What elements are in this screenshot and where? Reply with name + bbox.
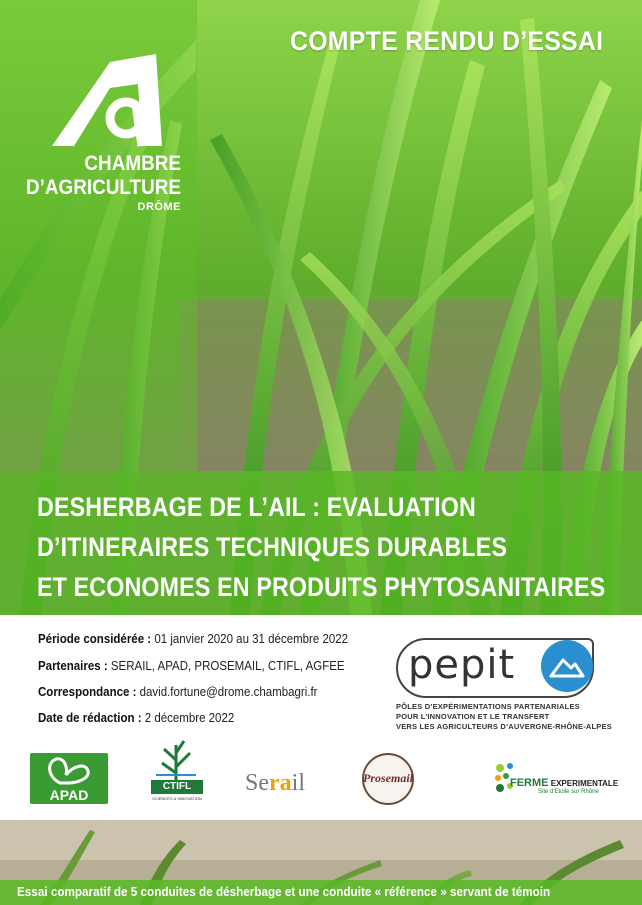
- serail-logo-suffix: il: [291, 770, 305, 796]
- org-name-line2: D’AGRICULTURE: [25, 176, 182, 199]
- document-title-line1: DESHERBAGE DE L’AIL : EVALUATION: [37, 492, 476, 522]
- period-value: 01 janvier 2020 au 31 décembre 2022: [154, 632, 349, 646]
- serail-logo-prefix: Se: [245, 770, 269, 796]
- document-title-line2: D’ITINERAIRES TECHNIQUES DURABLES: [37, 532, 508, 562]
- ferme-logo-subtitle: Site d'Etoile sur Rhône: [538, 789, 599, 795]
- pepit-subtitle-line2: POUR L’INNOVATION ET LE TRANSFERT: [396, 712, 550, 721]
- pepit-subtitle-line1: PÔLES D’EXPÉRIMENTATIONS PARTENARIALES: [396, 702, 580, 711]
- serail-logo-highlight: ra: [269, 770, 292, 796]
- org-name-line3: DRÔME: [137, 201, 181, 213]
- date-label: Date de rédaction :: [38, 711, 142, 725]
- date-value: 2 décembre 2022: [144, 711, 235, 725]
- ferme-logo-first: FERME: [510, 777, 549, 789]
- pepit-mountain-icon: [541, 640, 593, 692]
- pepit-subtitle-line3: VERS LES AGRICULTEURS D’AUVERGNE-RHÔNE-ALPES: [396, 722, 612, 731]
- ctifl-logo-subtitle: SCIENCES & INNOVATION: [152, 796, 202, 801]
- chambre-agriculture-logo-icon: [52, 54, 162, 150]
- apad-logo-text: APAD: [49, 787, 89, 803]
- contact-row: [38, 685, 317, 699]
- pepit-logo-text: pepit: [408, 642, 516, 688]
- ferme-experimentale-logo: [510, 777, 618, 789]
- report-type-heading: COMPTE RENDU D’ESSAI: [290, 26, 604, 56]
- prosemail-logo-text: Prosemail: [363, 771, 413, 785]
- document-title-line3: ET ECONOMES EN PRODUITS PHYTOSANITAIRES: [37, 572, 606, 602]
- ferme-logo-rest: EXPERIMENTALE: [550, 779, 619, 788]
- serail-logo: [245, 770, 305, 797]
- contact-email[interactable]: david.fortune@drome.chambagri.fr: [139, 685, 318, 699]
- partners-value: SERAIL, APAD, PROSEMAIL, CTIFL, AGFEE: [110, 659, 345, 673]
- date-row: [38, 711, 234, 725]
- partners-label: Partenaires :: [38, 659, 108, 673]
- apad-leaf-icon: [30, 753, 108, 787]
- footer-caption: Essai comparatif de 5 conduites de désherbage et une conduite « référence » servant de témoin: [17, 884, 551, 899]
- period-row: [38, 632, 348, 646]
- partners-row: [38, 659, 345, 673]
- period-label: Période considérée :: [38, 632, 152, 646]
- ctifl-plant-icon: [148, 735, 204, 805]
- contact-label: Correspondance :: [38, 685, 137, 699]
- org-name-line1: CHAMBRE: [84, 152, 181, 175]
- ctifl-logo-text: CTIFL: [151, 780, 203, 794]
